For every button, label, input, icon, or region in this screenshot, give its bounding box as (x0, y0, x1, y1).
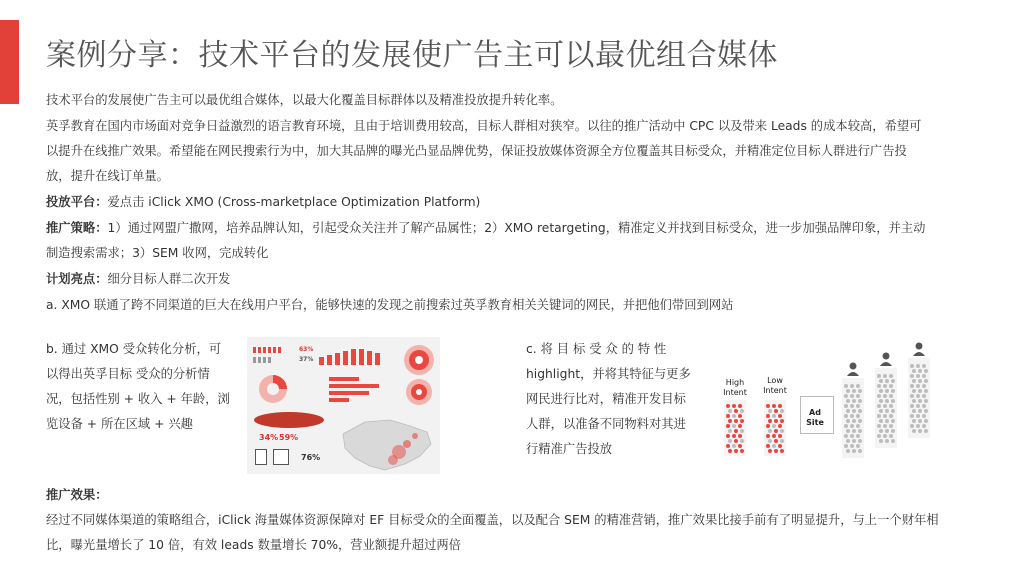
audience-dot (844, 444, 848, 448)
audience-dot (766, 414, 770, 418)
audience-dot (728, 419, 732, 423)
audience-dot (916, 404, 920, 408)
audience-dot (726, 444, 730, 448)
audience-dot (846, 439, 850, 443)
audience-dot (885, 419, 889, 423)
audience-dot (918, 409, 922, 413)
audience-dot (924, 379, 928, 383)
audience-dot (852, 389, 856, 393)
audience-dot (852, 409, 856, 413)
audience-dot (918, 399, 922, 403)
pct-male: 37% (299, 356, 314, 363)
audience-dot (912, 369, 916, 373)
audience-dot (852, 399, 856, 403)
audience-dot (728, 409, 732, 413)
audience-dot (780, 449, 784, 453)
audience-dot (732, 424, 736, 428)
audience-dot (728, 429, 732, 433)
background-line-2: 以提升在线推广效果。希望能在网民搜索行为中，加大其品牌的曝光凸显品牌优势，保证投放媒体资源全方位覆盖其目标受众，并精准定位目标人群进行广告投 (46, 144, 907, 158)
audience-dot (780, 429, 784, 433)
point-b-line-1: b. 通过 XMO 受众转化分析，可 (46, 342, 222, 356)
audience-dot (858, 439, 862, 443)
audience-dot (856, 434, 860, 438)
platform-line (46, 189, 480, 215)
audience-dot (877, 414, 881, 418)
platform-label: 投放平台： (46, 195, 108, 209)
audience-dot (912, 409, 916, 413)
audience-dot (778, 444, 782, 448)
audience-dot (922, 394, 926, 398)
audience-dot (918, 419, 922, 423)
audience-dot (740, 419, 744, 423)
highlight-value: 细分目标人群二次开发 (107, 272, 231, 286)
audience-dot (738, 404, 742, 408)
audience-dot (885, 399, 889, 403)
audience-dot (726, 404, 730, 408)
audience-dot (774, 429, 778, 433)
audience-dot (916, 364, 920, 368)
platform-value: 爱点击 iClick XMO (Cross-marketplace Optimization Platform) (107, 195, 481, 209)
audience-dot (726, 424, 730, 428)
audience-dot (766, 404, 770, 408)
tablet-icon (273, 449, 289, 465)
audience-dot (768, 419, 772, 423)
highlight-line (46, 266, 230, 292)
audience-dot (889, 414, 893, 418)
audience-dot (726, 414, 730, 418)
audience-dot (883, 434, 887, 438)
audience-dot (740, 429, 744, 433)
audience-dot (912, 389, 916, 393)
audience-dot (877, 424, 881, 428)
gender-icons (253, 345, 303, 365)
audience-dot (891, 409, 895, 413)
audience-dot (877, 384, 881, 388)
audience-dot (922, 414, 926, 418)
audience-dot (778, 434, 782, 438)
audience-dot (922, 424, 926, 428)
audience-dot (883, 414, 887, 418)
audience-dot (879, 429, 883, 433)
audience-dot (768, 439, 772, 443)
audience-dot (850, 424, 854, 428)
accent-bar (0, 20, 19, 104)
audience-dot (883, 374, 887, 378)
audience-dot (891, 389, 895, 393)
audience-dot (858, 399, 862, 403)
audience-dot (879, 409, 883, 413)
audience-dot (766, 424, 770, 428)
audience-dot (846, 419, 850, 423)
pct-device-a: 34% (259, 433, 279, 442)
audience-dot (924, 419, 928, 423)
audience-dot (879, 439, 883, 443)
point-c-line-5: 行精准广告投放 (526, 442, 613, 456)
point-c-line-2: highlight，并将其特征与更多 (526, 367, 691, 381)
audience-dot (856, 444, 860, 448)
strategy-line-1 (46, 215, 925, 241)
audience-dot (768, 449, 772, 453)
audience-dot (774, 409, 778, 413)
audience-dot (768, 429, 772, 433)
point-c-line-1: c. 将 目 标 受 众 的 特 性 (526, 342, 667, 356)
audience-dot (774, 439, 778, 443)
audience-dot (734, 419, 738, 423)
audience-dot (877, 434, 881, 438)
audience-dot (891, 439, 895, 443)
audience-dot (728, 439, 732, 443)
radial-chart-top (402, 343, 436, 377)
audience-dot (778, 414, 782, 418)
audience-dot (774, 449, 778, 453)
audience-dot (772, 434, 776, 438)
audience-dot (772, 414, 776, 418)
audience-dot (732, 444, 736, 448)
point-b-line-3: 况，包括性别 + 收入 + 年龄，浏 (46, 392, 230, 406)
audience-dot (734, 409, 738, 413)
audience-dot (846, 389, 850, 393)
results-line-2: 比，曝光量增长了 10 倍，有效 leads 数量增长 70%，营业额提升超过两倍 (46, 538, 461, 552)
person-icon-2 (880, 352, 892, 366)
strategy-line-2: 制造搜索需求；3）SEM 收网，完成转化 (46, 246, 269, 260)
audience-dot (891, 379, 895, 383)
audience-dot (918, 379, 922, 383)
audience-dot (912, 429, 916, 433)
audience-dot (883, 384, 887, 388)
audience-dot (910, 424, 914, 428)
income-bars (319, 349, 389, 365)
audience-dot (922, 384, 926, 388)
results-line-1: 经过不同媒体渠道的策略组合，iClick 海量媒体资源保障对 EF 目标受众的全面覆盖，以及配合 SEM 的精准营销，推广效果比接手前有了明显提升，与上一个财年相 (46, 513, 939, 527)
audience-dot (891, 419, 895, 423)
audience-dot (885, 429, 889, 433)
audience-dot (891, 429, 895, 433)
audience-dot (852, 449, 856, 453)
point-c-line-3: 网民进行比对，精准开发目标 (526, 392, 686, 406)
strategy-text-1: 1）通过网盟广撒网，培养品牌认知，引起受众关注并了解产品属性；2）XMO retargeting，精准定义并找到目标受众，进一步加强品牌印象，并主动 (107, 221, 926, 235)
audience-dot (850, 404, 854, 408)
audience-dot (856, 424, 860, 428)
pct-device-b: 59% (279, 433, 299, 442)
audience-dot (846, 429, 850, 433)
audience-dot (846, 449, 850, 453)
age-bars (329, 377, 389, 405)
audience-dot (879, 389, 883, 393)
audience-dot (856, 414, 860, 418)
ad-site-label: Ad Site (806, 408, 824, 427)
background-line-3: 放，提升在线订单量。 (46, 169, 169, 183)
audience-dot (924, 399, 928, 403)
audience-dot (734, 449, 738, 453)
point-b-line-4: 览设备 + 所在区域 + 兴趣 (46, 417, 193, 431)
audience-dot (844, 384, 848, 388)
audience-dot (858, 409, 862, 413)
audience-dot (879, 399, 883, 403)
audience-dot (738, 444, 742, 448)
audience-dot (734, 439, 738, 443)
audience-dot (879, 379, 883, 383)
audience-dot (877, 404, 881, 408)
audience-dot (772, 424, 776, 428)
audience-dot (889, 424, 893, 428)
audience-dot (844, 404, 848, 408)
audience-dot (910, 364, 914, 368)
audience-dot (916, 384, 920, 388)
point-a: a. XMO 联通了跨不同渠道的巨大在线用户平台，能够快速的发现之前搜索过英孚教育相关关键词的网民，并把他们带回到网站 (46, 298, 734, 312)
radial-chart-bottom (402, 377, 436, 407)
audience-dot (858, 449, 862, 453)
strategy-label: 推广策略： (46, 221, 108, 235)
audience-dot (780, 409, 784, 413)
audience-dot (738, 414, 742, 418)
pct-female: 63% (299, 346, 314, 353)
audience-dot (846, 409, 850, 413)
audience-dot (922, 374, 926, 378)
audience-dot (889, 374, 893, 378)
audience-dot (734, 429, 738, 433)
audience-dot (924, 409, 928, 413)
audience-dot (732, 434, 736, 438)
audience-dot (740, 449, 744, 453)
audience-dot (879, 419, 883, 423)
audience-dot (780, 419, 784, 423)
audience-dot (916, 424, 920, 428)
audience-dot (922, 364, 926, 368)
audience-dot (850, 394, 854, 398)
audience-dot (885, 409, 889, 413)
audience-dot (850, 414, 854, 418)
audience-dot (844, 434, 848, 438)
audience-dot (858, 429, 862, 433)
audience-dot (780, 439, 784, 443)
audience-dot (910, 374, 914, 378)
audience-dot (877, 394, 881, 398)
audience-dot (850, 434, 854, 438)
audience-dot (924, 369, 928, 373)
china-map (335, 414, 435, 474)
audience-dot (768, 409, 772, 413)
audience-dot (740, 439, 744, 443)
audience-dot (910, 404, 914, 408)
device-header (253, 411, 325, 429)
audience-dot (858, 389, 862, 393)
intro-text: 技术平台的发展使广告主可以最优组合媒体，以最大化覆盖目标群体以及精准投放提升转化率。 (46, 93, 563, 107)
audience-dot (858, 419, 862, 423)
high-intent-label: High Intent (723, 378, 747, 397)
audience-dot (885, 379, 889, 383)
audience-dot (883, 394, 887, 398)
audience-dot (844, 414, 848, 418)
audience-dot (918, 369, 922, 373)
audience-dot (889, 404, 893, 408)
audience-dot (852, 419, 856, 423)
audience-dot (774, 419, 778, 423)
audience-dot (922, 404, 926, 408)
audience-dot (732, 414, 736, 418)
audience-dot (918, 389, 922, 393)
audience-dot (844, 424, 848, 428)
audience-dot (916, 394, 920, 398)
audience-dot (728, 449, 732, 453)
audience-dot (912, 419, 916, 423)
audience-dot (883, 404, 887, 408)
audience-dot (889, 384, 893, 388)
audience-dot (877, 374, 881, 378)
audience-dot (772, 404, 776, 408)
person-icon-1 (847, 362, 859, 376)
results-label: 推广效果： (46, 488, 108, 502)
audience-dot (778, 424, 782, 428)
audience-dot (916, 374, 920, 378)
person-icon-3 (913, 342, 925, 356)
audience-dot (738, 434, 742, 438)
audience-dot (885, 389, 889, 393)
page-title: 案例分享：技术平台的发展使广告主可以最优组合媒体 (46, 38, 778, 73)
audience-dot (912, 399, 916, 403)
audience-dot (850, 444, 854, 448)
audience-dot (766, 434, 770, 438)
audience-dot (772, 444, 776, 448)
highlight-label: 计划亮点： (46, 272, 108, 286)
audience-dot (778, 404, 782, 408)
audience-dot (916, 414, 920, 418)
audience-dot (738, 424, 742, 428)
audience-dot (740, 409, 744, 413)
audience-dot (912, 379, 916, 383)
audience-dot (846, 399, 850, 403)
audience-dot (850, 384, 854, 388)
low-intent-label: Low Intent (763, 376, 787, 395)
phone-icon (255, 449, 267, 465)
audience-dot (856, 394, 860, 398)
background-line-1: 英孚教育在国内市场面对竞争日益激烈的语言教育环境，且由于培训费用较高，目标人群相对狭窄。以往的推广活动中 CPC 以及带来 Leads 的成本较高，希望可 (46, 119, 922, 133)
point-c-line-4: 人群，以准备不同物料对其进 (526, 417, 686, 431)
audience-dot (852, 439, 856, 443)
audience-dot (910, 384, 914, 388)
audience-dot (883, 424, 887, 428)
audience-dot (924, 389, 928, 393)
audience-dot (889, 394, 893, 398)
pct-device-c: 76% (301, 453, 321, 462)
audience-dot (852, 429, 856, 433)
audience-dot (726, 434, 730, 438)
audience-dot (924, 429, 928, 433)
audience-dot (885, 439, 889, 443)
donut-chart (257, 373, 289, 405)
audience-dot (918, 429, 922, 433)
audience-dot (856, 384, 860, 388)
ad-site-box (800, 396, 834, 434)
point-b-line-2: 以得出英孚目标 受众的分析情 (46, 367, 210, 381)
audience-dot (910, 394, 914, 398)
audience-dot (910, 414, 914, 418)
audience-dot (766, 444, 770, 448)
audience-dot (889, 434, 893, 438)
audience-dot (844, 394, 848, 398)
audience-dot (856, 404, 860, 408)
audience-dot (891, 399, 895, 403)
audience-dot (732, 404, 736, 408)
